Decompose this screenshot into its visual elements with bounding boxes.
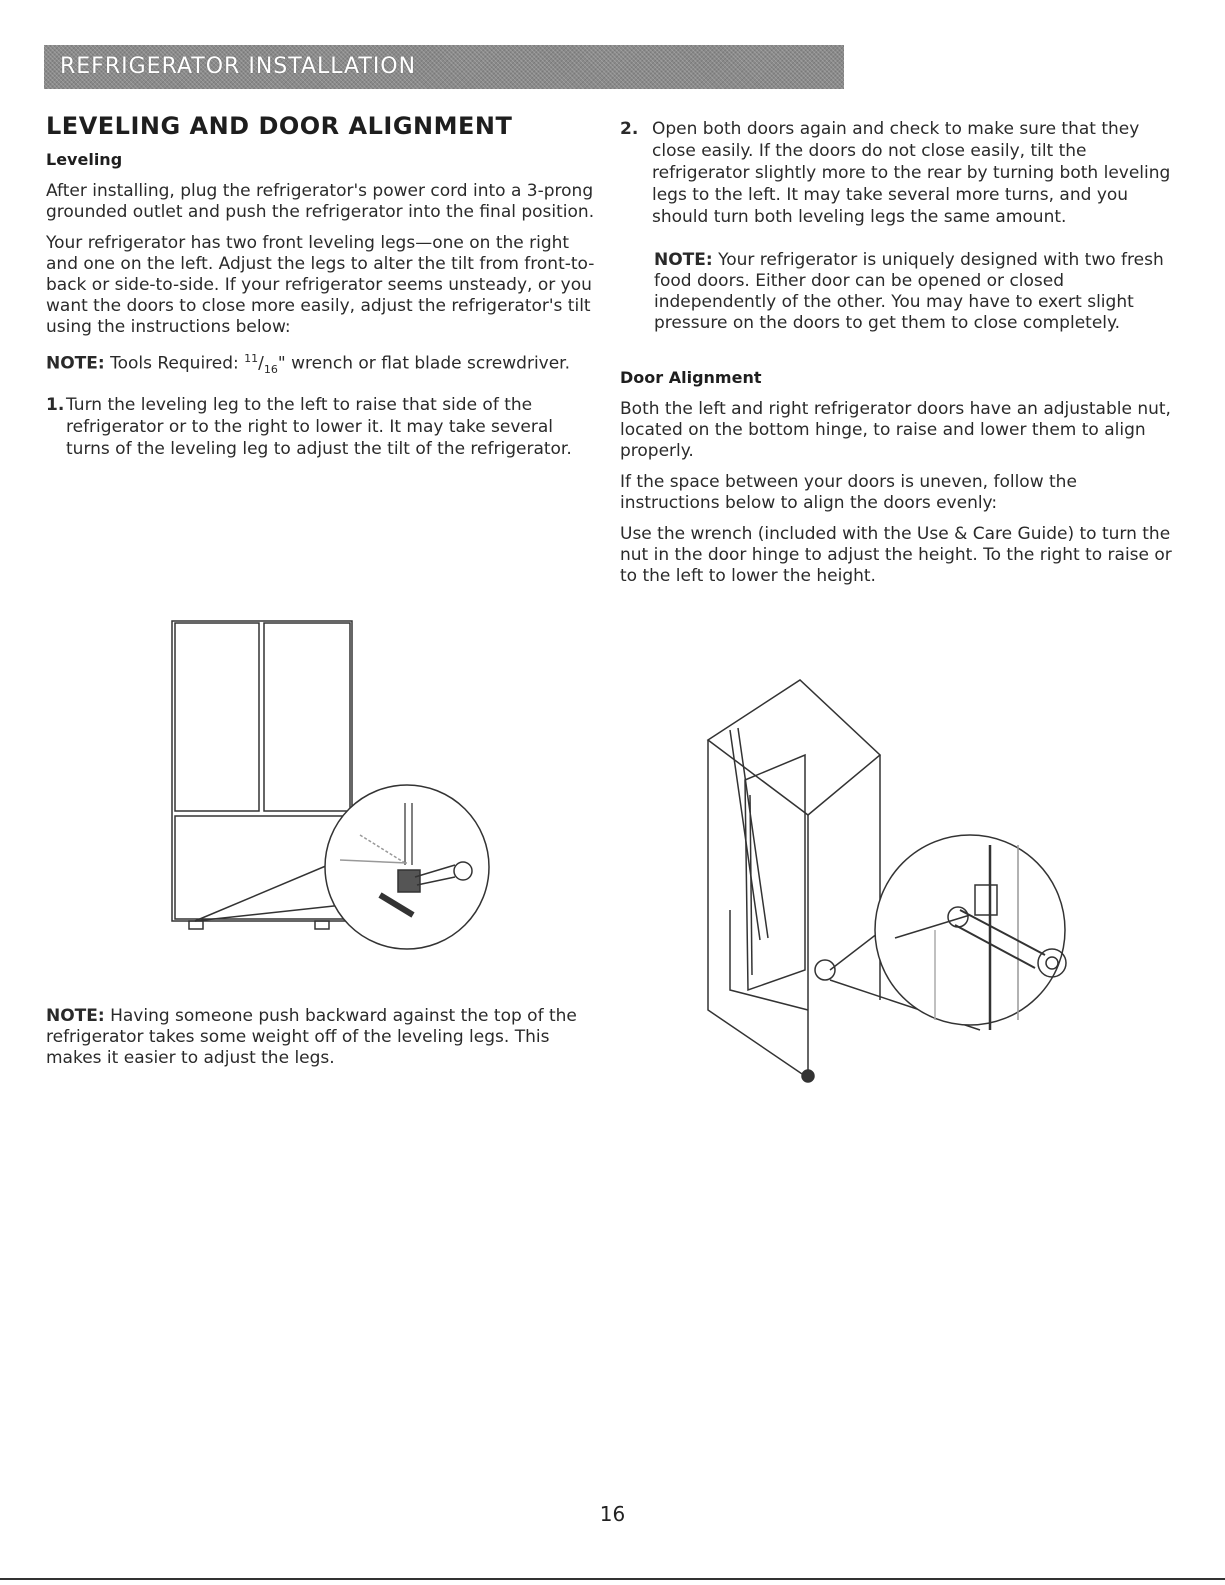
right-column — [620, 118, 1180, 597]
note-label: NOTE: — [46, 1006, 105, 1026]
left-bottom-note — [46, 1006, 601, 1079]
hinge-zoom-circle — [875, 835, 1065, 1025]
fraction-numerator: 11 — [244, 352, 259, 365]
bottom-rule — [0, 1578, 1225, 1580]
left-column — [46, 112, 601, 470]
leveling-illustration — [165, 615, 495, 975]
step-1 — [46, 394, 601, 460]
door-alignment-paragraph-2: If the space between your doors is uneven, follow the instructions below to align the doors evenly: — [620, 472, 1077, 513]
leveling-paragraph-1: After installing, plug the refrigerator's power cord into a 3-prong grounded outlet and push the refrigerator into the final position. — [46, 181, 595, 222]
right-leg — [315, 921, 329, 929]
step-text: Open both doors again and check to make sure that they close easily. If the doors do not close easily, tilt the refrigerator slightly more to the rear by turning both leveling legs to the left. It may take several more turns, and you should turn both leveling legs the same amount. — [652, 119, 1171, 227]
left-door — [175, 623, 259, 811]
tools-note-text-b: " wrench or flat blade screwdriver. — [277, 353, 571, 374]
door-alignment-subheading: Door Alignment — [620, 368, 762, 387]
leveling-subheading: Leveling — [46, 150, 123, 169]
step-number: 2. — [620, 119, 639, 139]
page-heading: LEVELING AND DOOR ALIGNMENT — [46, 112, 513, 140]
right-door — [264, 623, 350, 811]
tools-note: NOTE: Tools Required: $^{11}/_{16}$" wrench or flat blade screwdriver. — [46, 352, 571, 377]
fraction-denominator: 16 — [263, 363, 278, 377]
doors-note-text: Your refrigerator is uniquely designed with two fresh food doors. Either door can be opened or closed independently of the other. You may have to exert slight pressure on the doors to get them to close completely. — [654, 250, 1164, 333]
note-label: NOTE: — [654, 250, 713, 270]
door-alignment-paragraph-3: Use the wrench (included with the Use & Care Guide) to turn the nut in the door hinge to adjust the height. To the right to raise or to the left to lower the height. — [620, 524, 1172, 586]
fridge-top — [708, 680, 880, 815]
step-2 — [620, 118, 1180, 228]
step-text: Turn the leveling leg to the left to raise that side of the refrigerator or to the right to lower it. It may take several turns of the leveling leg to adjust the tilt of the refrigerator. — [66, 395, 572, 460]
tools-note-text-a: Tools Required: — [104, 353, 245, 374]
left-leg — [189, 921, 203, 929]
push-note — [46, 1006, 601, 1069]
leg-zoom-circle — [325, 785, 489, 949]
fridge-left-side — [708, 740, 808, 1078]
leveling-leg — [398, 870, 420, 892]
doors-note — [654, 250, 1180, 334]
section-banner-title: REFRIGERATOR INSTALLATION — [60, 54, 417, 79]
note-label: NOTE: — [46, 353, 105, 374]
door-alignment-paragraph-1: Both the left and right refrigerator doors have an adjustable nut, located on the bottom hinge, to raise and lower them to align properly. — [620, 399, 1171, 461]
step-number: 1. — [46, 395, 65, 416]
section-banner — [44, 45, 844, 89]
door-alignment-illustration — [690, 670, 1090, 1090]
leveling-paragraph-2: Your refrigerator has two front leveling legs—one on the right and one on the left. Adjust the legs to alter the tilt from front-to-back or side-to-side. If your refrigerator seems unsteady, or you want the doors to close more easily, adjust the refrigerator's tilt using the instructions below: — [46, 233, 595, 337]
push-note-text: Having someone push backward against the top of the refrigerator takes some weight off of the leveling legs. This makes it easier to adjust the legs. — [46, 1006, 577, 1068]
page-number: 16 — [599, 1502, 626, 1526]
